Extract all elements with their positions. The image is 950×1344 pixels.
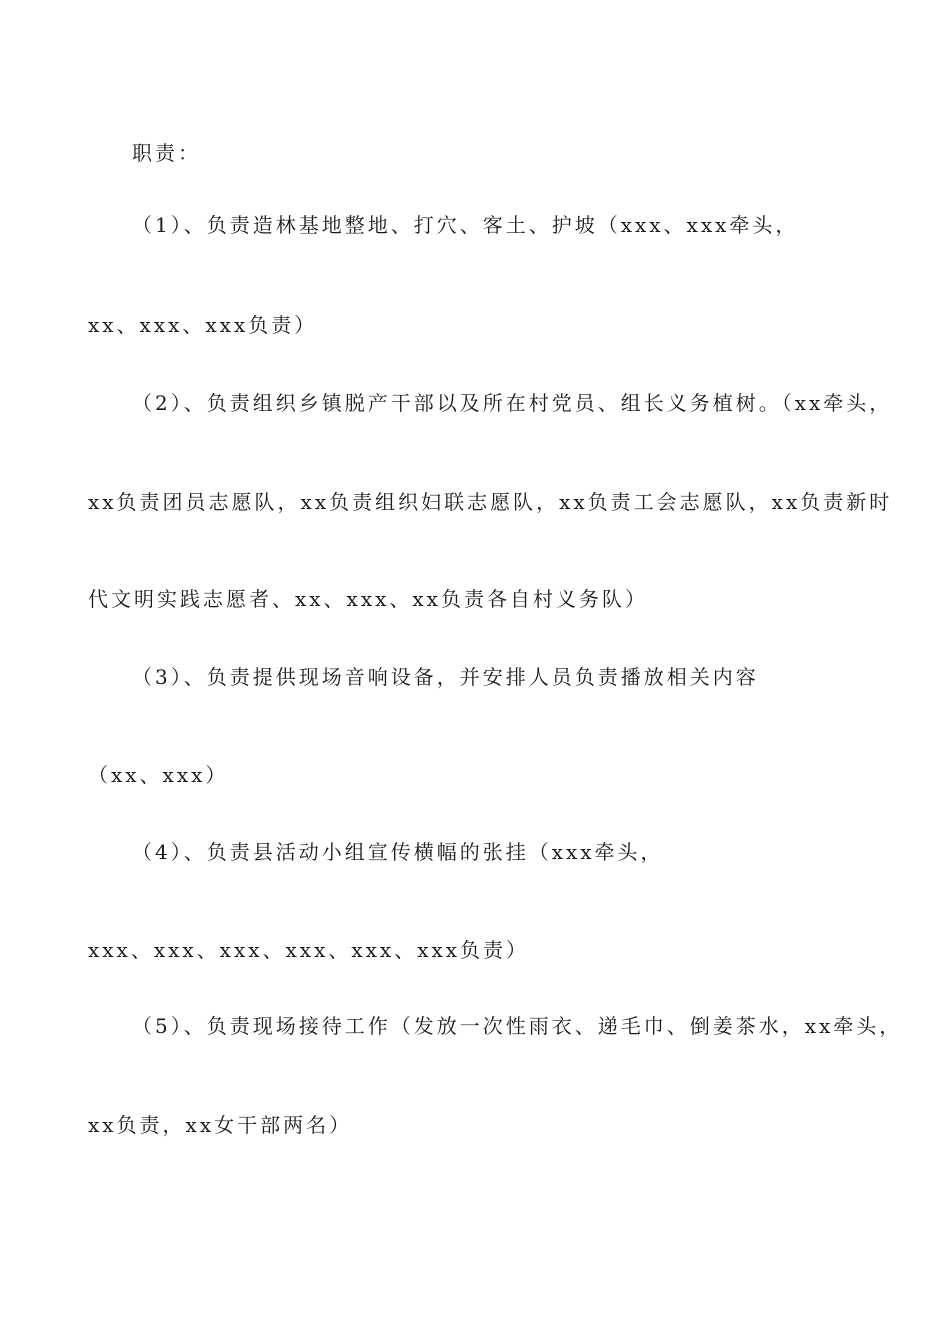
section-heading: 职责： (132, 141, 201, 165)
item-5-line-1: （5）、负责现场接待工作（发放一次性雨衣、递毛巾、倒姜茶水，xx牵头， (132, 1014, 903, 1038)
item-1-line-1: （1）、负责造林基地整地、打穴、客土、护坡（xxx、xxx牵头， (132, 213, 799, 237)
item-4-line-1: （4）、负责县活动小组宣传横幅的张挂（xxx牵头， (132, 840, 664, 864)
item-3-line-2: （xx、xxx） (88, 763, 229, 787)
item-1-line-2: xx、xxx、xxx负责） (88, 313, 318, 337)
item-4-line-2: xxx、xxx、xxx、xxx、xxx、xxx负责） (88, 938, 530, 962)
item-2-line-3: 代文明实践志愿者、xx、xxx、xx负责各自村义务队） (88, 587, 648, 611)
item-2-line-1: （2）、负责组织乡镇脱产干部以及所在村党员、组长义务植树。（xx牵头， (132, 391, 893, 415)
item-2-line-2: xx负责团员志愿队，xx负责组织妇联志愿队，xx负责工会志愿队，xx负责新时 (88, 490, 893, 514)
item-3-line-1: （3）、负责提供现场音响设备，并安排人员负责播放相关内容 (132, 665, 759, 689)
item-5-line-2: xx负责，xx女干部两名） (88, 1113, 353, 1137)
